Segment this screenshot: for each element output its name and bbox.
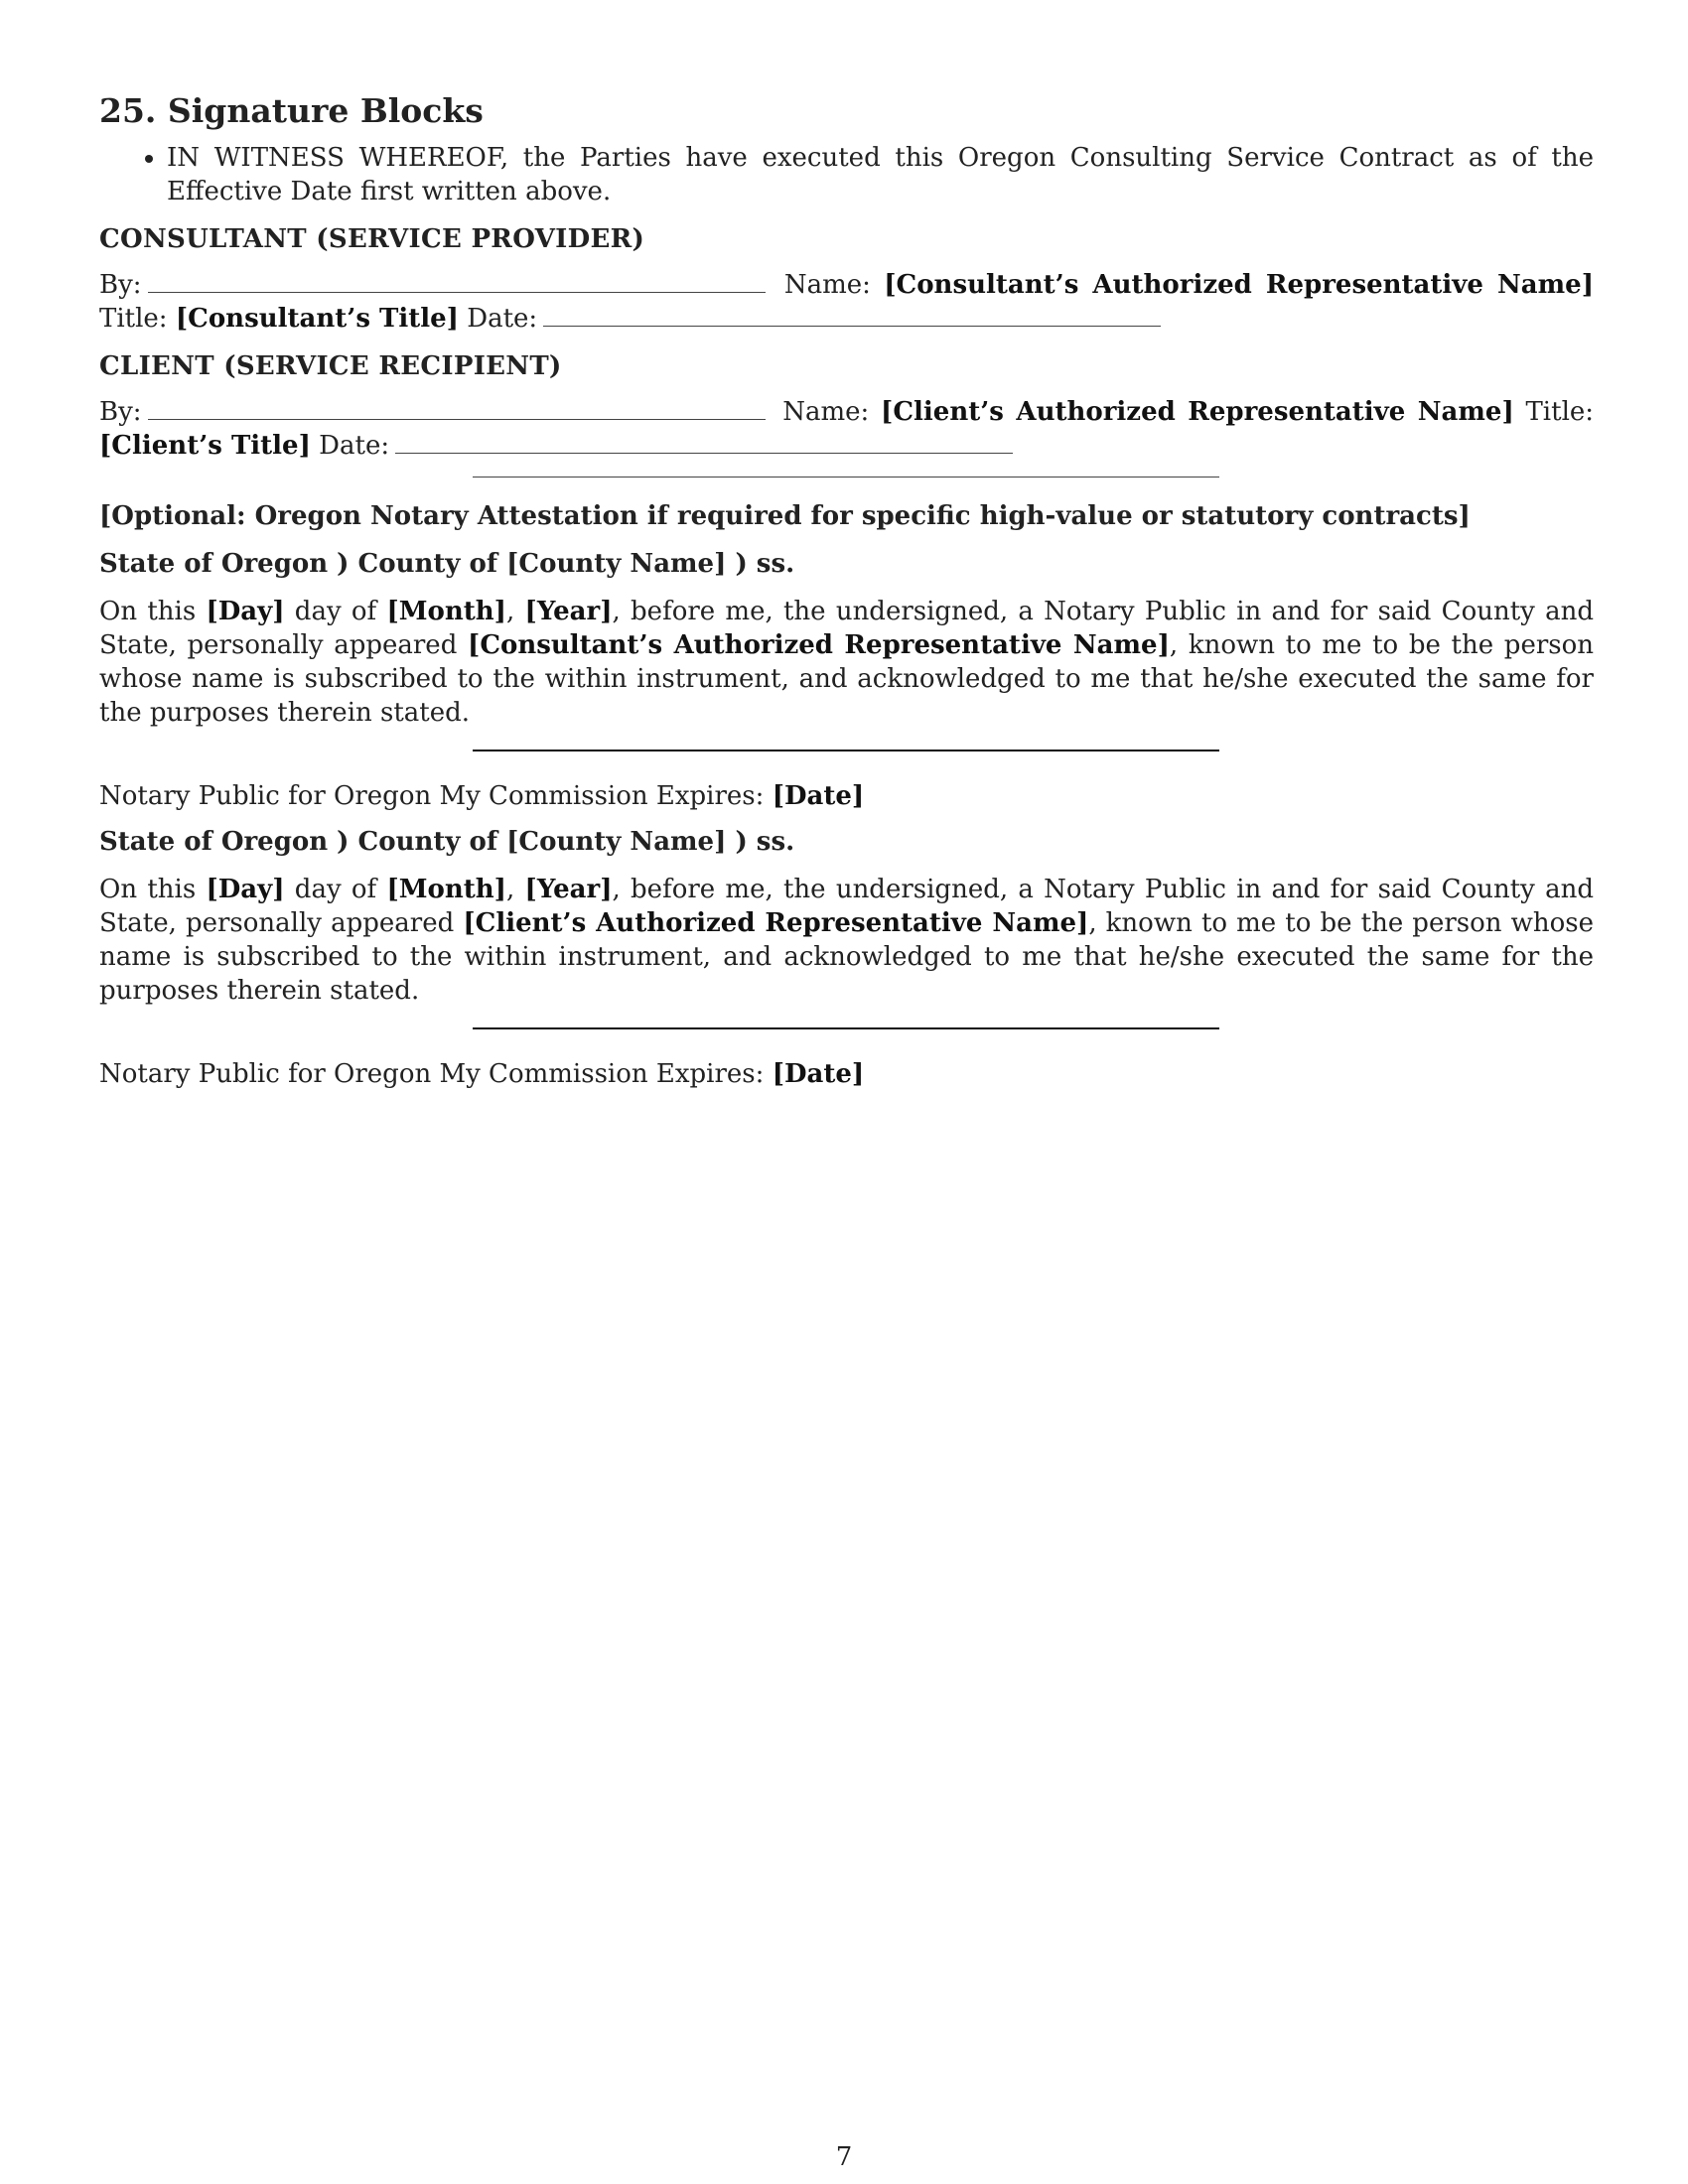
notary-venue-client: State of Oregon ) County of [County Name] ) ss.: [99, 827, 795, 857]
commission-label: Notary Public for Oregon My Commission Expires:: [99, 781, 773, 811]
section-divider: [473, 477, 1219, 478]
ack-text: , before me, the undersigned, a Notary Public in and for said County and State, personally appeared: [99, 875, 1595, 938]
commission-label: Notary Public for Oregon My Commission Expires:: [99, 1059, 773, 1089]
section-title: 25. Signature Blocks: [99, 91, 484, 130]
ack-name-placeholder: [Consultant’s Authorized Representative Name]: [468, 630, 1170, 660]
ack-month-placeholder: [Month]: [386, 597, 506, 626]
page-number: 7: [835, 2142, 853, 2172]
ack-text: , known to me to be the person whose name is subscribed to the within instrument, and acknowledged to me that he/she executed the same for the purposes therein stated.: [99, 630, 1595, 728]
client-name-label: Name:: [782, 397, 870, 427]
consultant-heading: CONSULTANT (SERVICE PROVIDER): [99, 224, 645, 254]
ack-text: , before me, the undersigned, a Notary Public in and for said County and State, personally appeared: [99, 597, 1595, 660]
client-by-label: By:: [99, 397, 142, 427]
ack-day-placeholder: [Day]: [206, 597, 285, 626]
notary-optional-heading: [Optional: Oregon Notary Attestation if required for specific high-value or statutory contracts]: [99, 501, 1471, 531]
client-date-line[interactable]: [395, 431, 1013, 454]
client-signature-line[interactable]: [148, 397, 766, 420]
consultant-date-line[interactable]: [543, 304, 1161, 327]
ack-text: On this: [99, 597, 207, 626]
consultant-name-placeholder: [Consultant’s Authorized Representative Name]: [884, 270, 1594, 300]
ack-text: On this: [99, 875, 207, 904]
ack-day-placeholder: [Day]: [206, 875, 285, 904]
notary-commission-client: [99, 1057, 1594, 1091]
client-title-label: Title:: [1525, 397, 1595, 427]
consultant-date-label: Date:: [467, 304, 538, 334]
witness-list: [99, 141, 1594, 208]
ack-month-placeholder: [Month]: [386, 875, 506, 904]
client-heading: CLIENT (SERVICE RECIPIENT): [99, 351, 562, 381]
consultant-title-label: Title:: [99, 304, 168, 334]
ack-text: day of: [284, 597, 387, 626]
notary-acknowledgment-client: [99, 873, 1594, 1008]
client-date-label: Date:: [319, 431, 390, 461]
commission-date-placeholder: [Date]: [772, 781, 865, 811]
ack-text: day of: [284, 875, 387, 904]
consultant-title-placeholder: [Consultant’s Title]: [175, 304, 459, 334]
client-title-placeholder: [Client’s Title]: [99, 431, 311, 461]
ack-text: ,: [505, 875, 525, 904]
consultant-by-label: By:: [99, 270, 142, 300]
client-signature-block: [99, 395, 1594, 463]
notary-signature-line-client[interactable]: [473, 1027, 1219, 1029]
ack-name-placeholder: [Client’s Authorized Representative Name]: [463, 908, 1089, 938]
ack-text: , known to me to be the person whose name is subscribed to the within instrument, and acknowledged to me that he/she executed the same for the purposes therein stated.: [99, 908, 1594, 1006]
ack-year-placeholder: [Year]: [524, 875, 613, 904]
notary-acknowledgment-consultant: [99, 595, 1594, 730]
client-name-placeholder: [Client’s Authorized Representative Name]: [881, 397, 1514, 427]
commission-date-placeholder: [Date]: [772, 1059, 865, 1089]
notary-venue-consultant: State of Oregon ) County of [County Name] ) ss.: [99, 549, 795, 579]
consultant-signature-block: [99, 268, 1594, 336]
consultant-name-label: Name:: [783, 270, 871, 300]
ack-year-placeholder: [Year]: [524, 597, 613, 626]
notary-signature-line-consultant[interactable]: [473, 750, 1219, 751]
consultant-signature-line[interactable]: [148, 270, 766, 293]
document-page: [99, 91, 1594, 1103]
notary-commission-consultant: [99, 779, 1594, 813]
ack-text: ,: [505, 597, 525, 626]
witness-clause: • IN WITNESS WHEREOF, the Parties have executed this Oregon Consulting Service Contract as of the Effective Date first written above.: [167, 141, 1594, 208]
